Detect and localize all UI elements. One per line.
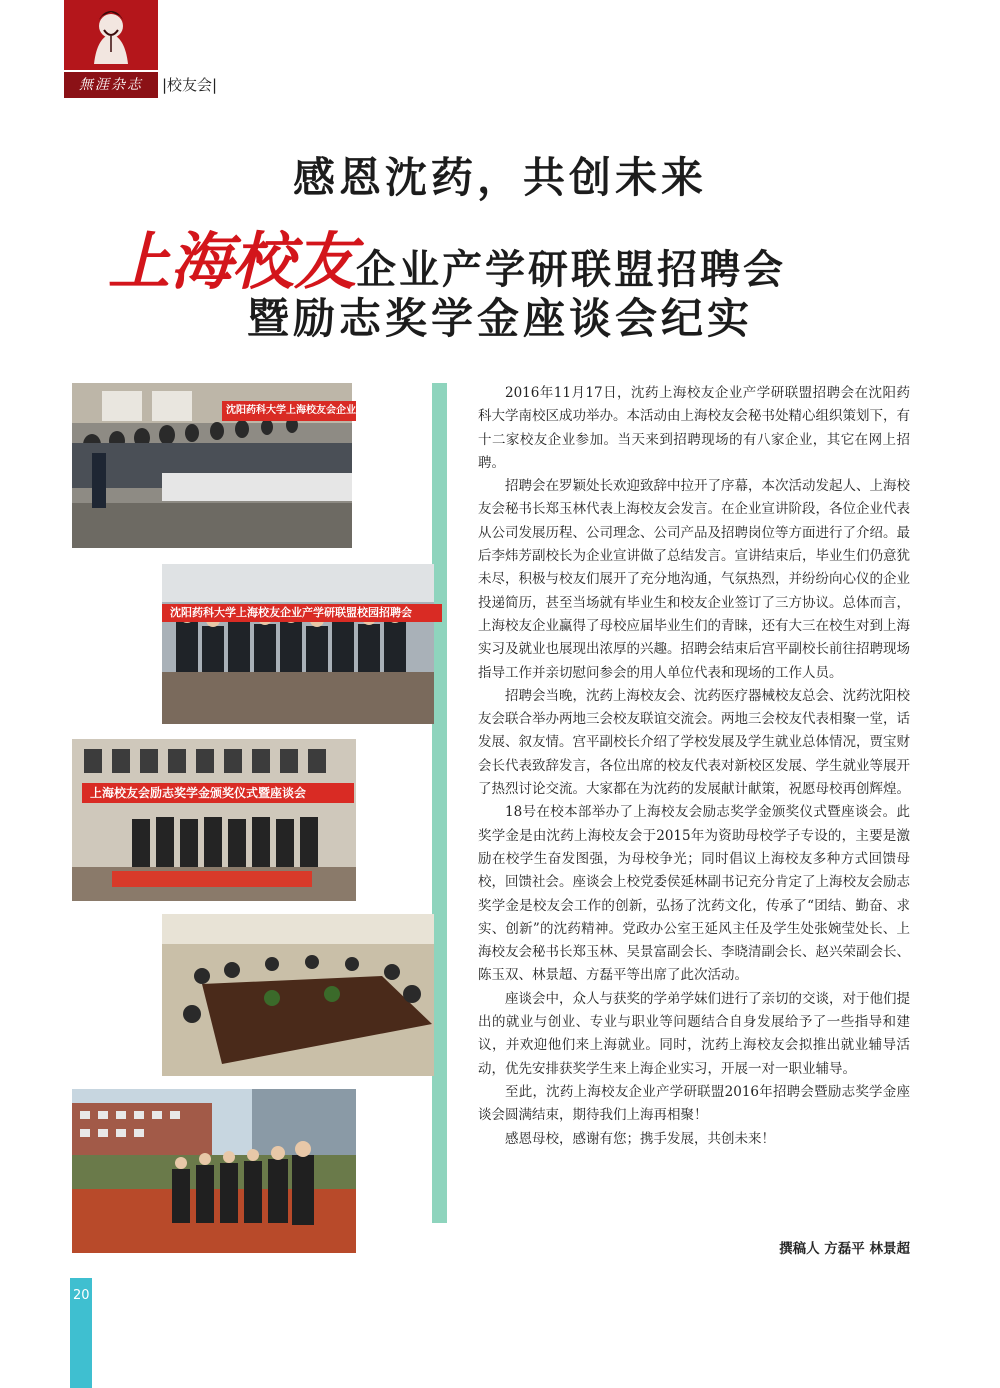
photo-group-hall-image xyxy=(162,564,434,724)
magazine-logo xyxy=(64,0,158,70)
photo-award-ceremony-image xyxy=(72,739,356,901)
photo-campus-group-image xyxy=(72,1089,356,1253)
photo-banner-3: 上海校友会励志奖学金颁奖仪式暨座谈会 xyxy=(82,783,354,803)
article-paragraph: 感恩母校，感谢有您；携手发展，共创未来！ xyxy=(505,1130,775,1147)
photo-group-hall xyxy=(162,564,434,724)
article-byline: 撰稿人 方磊平 林景超 xyxy=(779,1241,910,1257)
article-paragraph: 招聘会当晚，沈药上海校友会、沈药医疗器械校友总会、沈药沈阳校友会联合举办两地三会校友联谊交流会。两地三会校友代表相聚一堂，话发展、叙友情。宫平副校长介绍了学校发展及学生就业总体情况，贾宝财会长代表致辞发言，各位出席的校友代表对新校区发展、学生就业等展开了热烈讨论交流。大家都在为沈药的发展献计献策，祝愿母校再创辉煌。 xyxy=(478,687,910,798)
page-number: 20 xyxy=(73,1288,90,1303)
magazine-name: 無涯杂志 xyxy=(64,72,158,98)
article-paragraph: 座谈会中，众人与获奖的学弟学妹们进行了亲切的交谈，对于他们提出的就业与创业、专业与职业等问题结合自身发展给予了一些指导和建议，并欢迎他们来上海就业。同时，沈药上海校友会拟推出就业辅导活动，优先安排获奖学生来上海企业实习，开展一对一职业辅导。 xyxy=(478,990,910,1077)
photo-award-ceremony xyxy=(72,739,356,901)
headline-highlight: 上海校友 xyxy=(108,225,357,298)
article-paragraph: 至此，沈药上海校友企业产学研联盟2016年招聘会暨励志奖学金座谈会圆满结束，期待我们上海再相聚！ xyxy=(478,1083,910,1124)
headline-line3: 暨励志奖学金座谈会纪实 xyxy=(246,294,753,343)
article-body xyxy=(478,382,910,1151)
headline-line1: 感恩沈药，共创未来 xyxy=(292,153,707,202)
portrait-illustration-icon xyxy=(74,6,148,66)
photo-meeting-room xyxy=(162,914,434,1076)
article-paragraph: 2016年11月17日，沈药上海校友企业产学研联盟招聘会在沈阳药科大学南校区成功举办。本活动由上海校友会秘书处精心组织策划下，有十二家校友企业参加。当天来到招聘现场的有八家企业，其它在网上招聘。 xyxy=(478,385,910,471)
section-label: |校友会| xyxy=(162,76,218,94)
headline-line2-rest: 企业产学研联盟招聘会 xyxy=(356,246,787,293)
article-paragraph: 18号在校本部举办了上海校友会励志奖学金颁奖仪式暨座谈会。此奖学金是由沈药上海校友会于2015年为资助母校学子专设的，主要是激励在校学生奋发图强，为母校争光；同时倡议上海校友多种方式回馈母校，回馈社会。座谈会上校党委侯延林副书记充分肯定了上海校友会励志奖学金是校友会工作的创新，弘扬了沈药文化，传承了“团结、勤奋、求实、创新”的沈药精神。党政办公室王延风主任及学生处张婉莹处长、上海校友会秘书长郑玉林、吴景富副会长、李晓清副会长、赵兴荣副会长、陈玉双、林景超、方磊平等出席了此次活动。 xyxy=(478,804,910,984)
photo-campus-group xyxy=(72,1089,356,1253)
photo-banner-2: 沈阳药科大学上海校友企业产学研联盟校园招聘会 xyxy=(162,604,442,622)
article-paragraph: 招聘会在罗颖处长欢迎致辞中拉开了序幕，本次活动发起人、上海校友会秘书长郑玉林代表上海校友会发言。在企业宣讲阶段，各位企业代表从公司发展历程、公司理念、公司产品及招聘岗位等方面进行了介绍。最后李炜芳副校长为企业宣讲做了总结发言。宣讲结束后，毕业生们仍意犹未尽，积极与校友们展开了充分地沟通，气氛热烈，并纷纷向心仪的企业投递简历，甚至当场就有毕业生和校友企业签订了三方协议。总体而言，上海校友企业赢得了母校应届毕业生们的青睐，还有大三在校生对到上海实习及就业也展现出浓厚的兴趣。招聘会结束后宫平副校长前往招聘现场指导工作并亲切慰问参会的用人单位代表和现场的工作人员。 xyxy=(478,478,910,681)
photo-banner-1: 沈阳药科大学上海校友会企业产学研联盟 xyxy=(222,401,356,421)
photo-job-fair-hall xyxy=(72,383,406,548)
decorative-rule xyxy=(432,383,447,1223)
photo-meeting-room-image xyxy=(162,914,434,1076)
